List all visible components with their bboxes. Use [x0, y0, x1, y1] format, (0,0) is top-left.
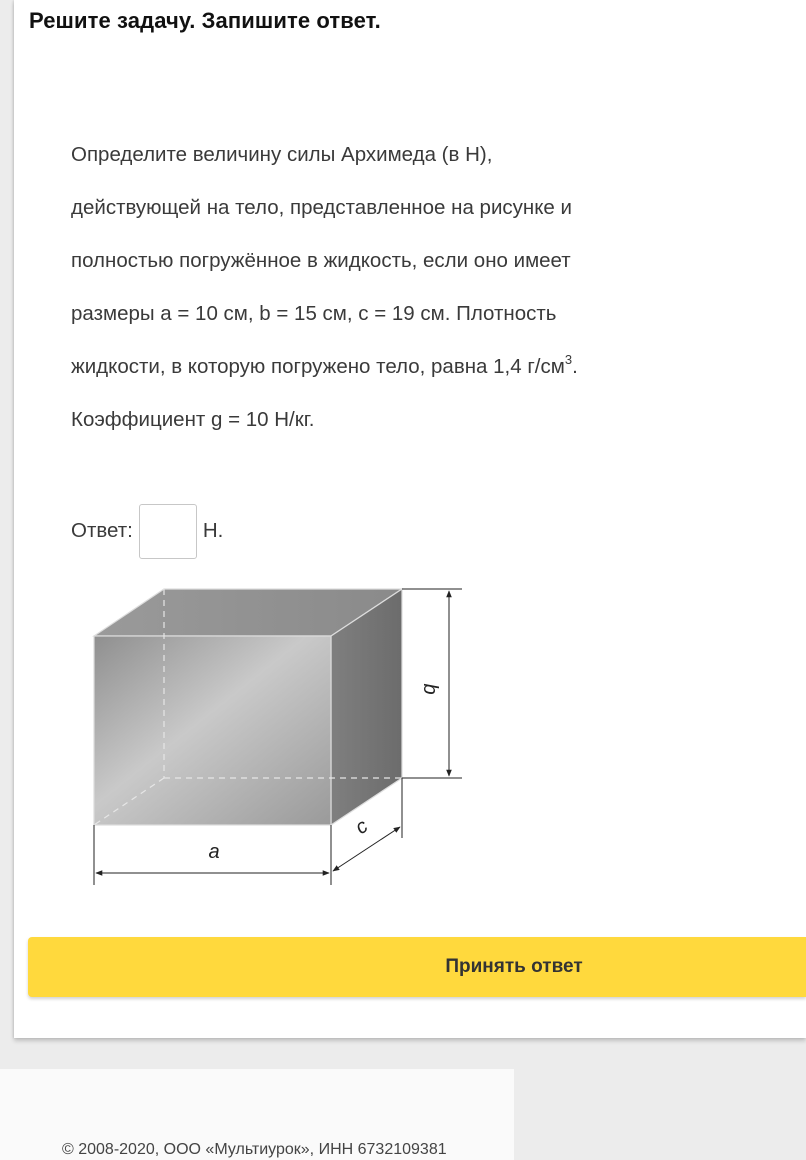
problem-line: действующей на тело, представленное на рисунке и — [71, 196, 572, 219]
task-card — [14, 0, 806, 1038]
dimension-label-a: a — [208, 841, 220, 863]
dimension-label-b: b — [419, 683, 441, 695]
problem-line: размеры a = 10 см, b = 15 см, c = 19 см. Плотность — [71, 302, 557, 325]
footer — [0, 1069, 514, 1160]
problem-text — [71, 128, 671, 446]
problem-line: полностью погружённое в жидкость, если оно имеет — [71, 249, 571, 272]
answer-label: Ответ: — [71, 519, 133, 542]
box-figure — [74, 580, 494, 900]
answer-row — [71, 502, 223, 560]
problem-line: Коэффициент g = 10 Н/кг. — [71, 408, 315, 431]
copyright: © 2008-2020, ООО «Мультиурок», ИНН 6732109381 — [62, 1141, 447, 1158]
problem-line-text: жидкости, в которую погружено тело, равна 1,4 г/см — [71, 355, 565, 378]
answer-unit: Н. — [202, 519, 224, 542]
box-front-face — [94, 636, 331, 825]
problem-line: Определите величину силы Архимеда (в Н), — [71, 143, 493, 166]
answer-input[interactable] — [139, 504, 197, 559]
problem-line — [71, 340, 671, 393]
exponent: 3 — [564, 352, 573, 367]
problem-line-tail: . — [572, 355, 578, 378]
dimension-label-c: c — [351, 815, 372, 839]
submit-answer-button[interactable]: Принять ответ — [28, 937, 806, 997]
task-heading: Решите задачу. Запишите ответ. — [29, 8, 381, 33]
